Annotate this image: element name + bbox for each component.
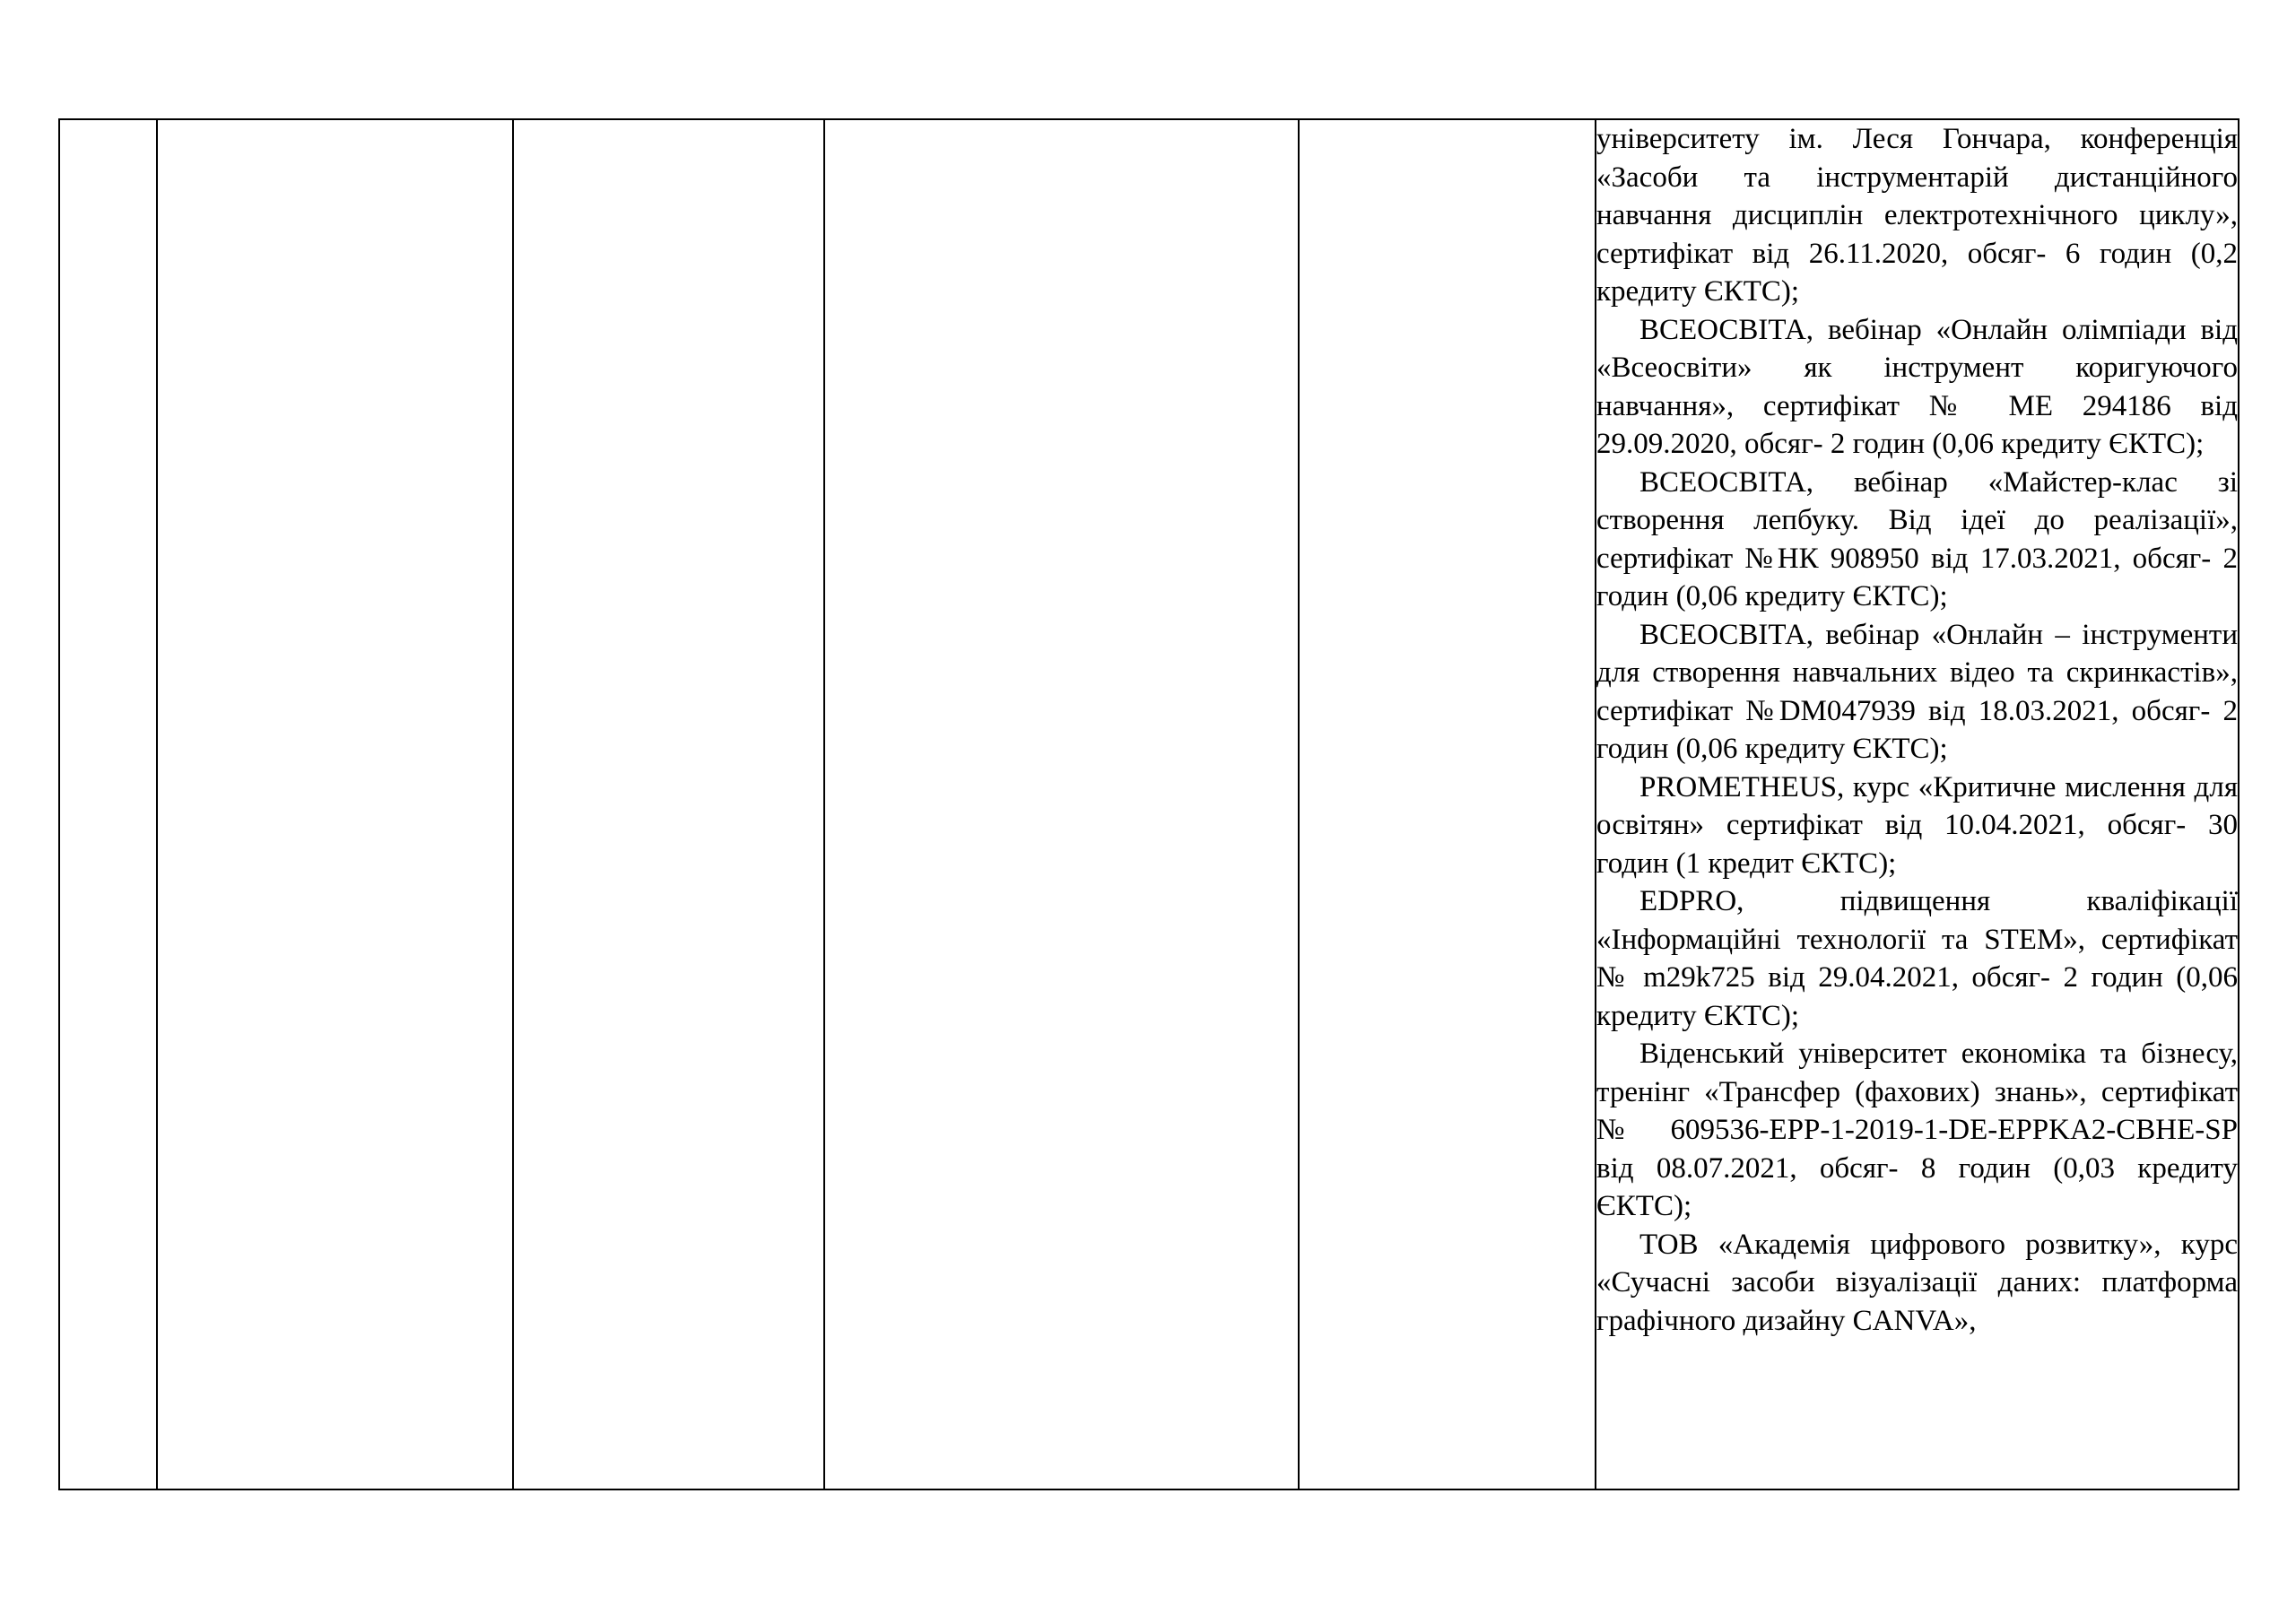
table-cell-col-2 xyxy=(157,119,513,1489)
paragraph-vseosvita-olympiad: ВСЕОСВІТА, вебінар «Онлайн олімпіади від «Всеосвіти» як інструмент коригуючого навчання», сертифікат № МЕ 294186 від 29.09.2020, обсяг- 2 годин (0,06 кредиту ЄКТС); xyxy=(1596,313,2238,460)
table-cell-col-6 xyxy=(1596,119,2239,1489)
table-cell-col-5 xyxy=(1299,119,1596,1489)
paragraph-vienna-university: Віденський університет економіка та бізнесу, тренінг «Трансфер (фахових) знань», сертифікат № 609536-EPP-1-2019-1-DE-EPPKA2-CBHE-SP від 08.07.2021, обсяг- 8 годин (0,03 кредиту ЄКТС); xyxy=(1596,1038,2238,1222)
paragraph-prometheus-course: PROMETHEUS, курс «Критичне мислення для освітян» сертифікат від 10.04.2021, обсяг- 30 годин (1 кредит ЄКТС); xyxy=(1596,770,2238,880)
paragraph-edpro-stem: EDPRO, підвищення кваліфікації «Інформаційні технології та STEM», сертифікат № m29k725 від 29.04.2021, обсяг- 2 годин (0,06 кредиту ЄКТС); xyxy=(1596,885,2238,1032)
qualification-list xyxy=(1596,120,2238,1340)
table-cell-col-4 xyxy=(824,119,1299,1489)
paragraph-vseosvita-screencasts: ВСЕОСВІТА, вебінар «Онлайн – інструменти для створення навчальних відео та скринкастів», сертифікат №DM047939 від 18.03.2021, обсяг- 2 годин (0,06 кредиту ЄКТС); xyxy=(1596,618,2238,765)
paragraph-vseosvita-lapbook: ВСЕОСВІТА, вебінар «Майстер-клас зі створення лепбуку. Від ідеї до реалізації», сертифікат №НК 908950 від 17.03.2021, обсяг- 2 годин (0,06 кредиту ЄКТС); xyxy=(1596,465,2238,612)
table-cell-col-3 xyxy=(513,119,824,1489)
qualifications-table xyxy=(58,118,2239,1490)
table-row xyxy=(59,119,2239,1489)
paragraph-university-conference: університету ім. Леся Гончара, конференція «Засоби та інструментарій дистанційного навчання дисциплін електротехнічного циклу», сертифікат від 26.11.2020, обсяг- 6 годин (0,2 кредиту ЄКТС); xyxy=(1596,123,2238,308)
paragraph-digital-academy: ТОВ «Академія цифрового розвитку», курс «Сучасні засоби візуалізації даних: платформа графічного дизайну CANVA», xyxy=(1596,1228,2238,1337)
table-cell-col-1 xyxy=(59,119,157,1489)
